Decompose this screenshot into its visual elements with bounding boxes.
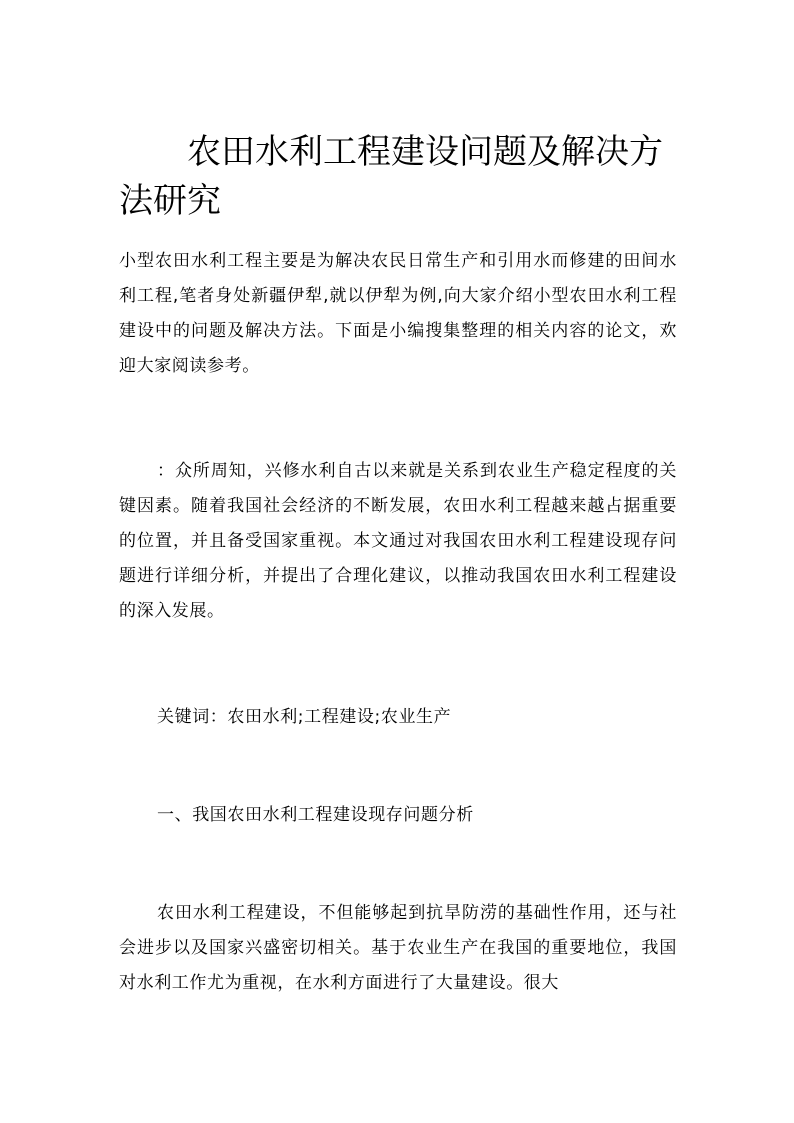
abstract-paragraph: ：众所周知，兴修水利自古以来就是关系到农业生产稳定程度的关键因素。随着我国社会经济的不断发展，农田水利工程越来越占据重要的位置，并且备受国家重视。本文通过对我国农田水利工程建设现存问题进行详细分析，并提出了合理化建议，以推动我国农田水利工程建设的深入发展。 [119,461,677,621]
body-paragraph: 农田水利工程建设，不但能够起到抗旱防涝的基础性作用，还与社会进步以及国家兴盛密切相关。基于农业生产在我国的重要地位，我国对水利工作尤为重视，在水利方面进行了大量建设。很大 [119,903,677,993]
document-title: 农田水利工程建设问题及解决方法研究 [119,132,663,221]
keywords-line: 关键词：农田水利;工程建设;农业生产 [157,707,452,727]
section-heading: 一、我国农田水利工程建设现存问题分析 [157,805,474,825]
intro-paragraph: 小型农田水利工程主要是为解决农民日常生产和引用水而修建的田间水利工程,笔者身处新疆伊犁,就以伊犁为例,向大家介绍小型农田水利工程建设中的问题及解决方法。下面是小编搜集整理的相关内容的论文，欢迎大家阅读参考。 [119,251,677,376]
